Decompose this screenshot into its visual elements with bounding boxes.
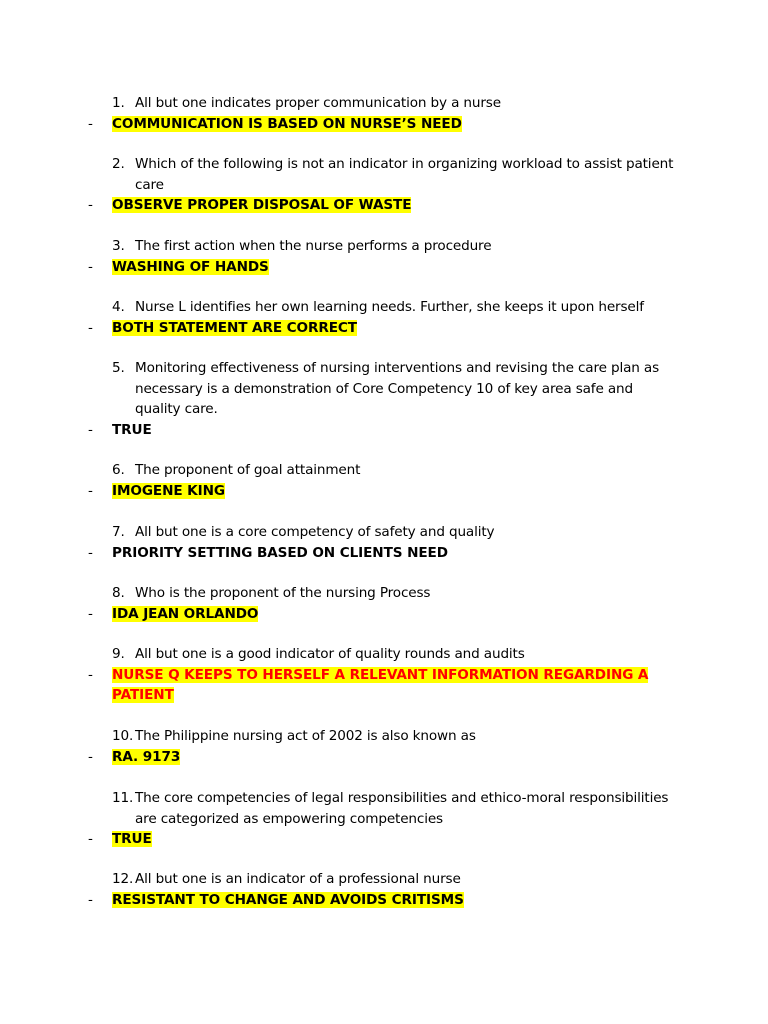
qa-item bbox=[0, 460, 768, 501]
answer bbox=[0, 543, 768, 564]
answer bbox=[0, 257, 768, 278]
answer bbox=[0, 829, 768, 850]
answer-text: OBSERVE PROPER DISPOSAL OF WASTE bbox=[112, 197, 412, 213]
question-number: 4. bbox=[112, 299, 125, 315]
answer-text: NURSE Q KEEPS TO HERSELF A RELEVANT INFORMATION REGARDING A PATIENT bbox=[112, 666, 649, 703]
answer-dash: - bbox=[88, 748, 93, 765]
answer-text: TRUE bbox=[112, 831, 152, 847]
question-number: 12. bbox=[112, 871, 134, 887]
question-text: Monitoring effectiveness of nursing interventions and revising the care plan as necessary is a demonstration of Core Competency 10 of key area safe and quality care. bbox=[135, 360, 660, 417]
question bbox=[112, 869, 680, 890]
question bbox=[112, 644, 680, 665]
answer-dash: - bbox=[88, 197, 93, 213]
question-text: The first action when the nurse performs a procedure bbox=[135, 238, 492, 254]
answer bbox=[0, 665, 768, 706]
question-number: 1. bbox=[112, 95, 125, 111]
answer-text: PRIORITY SETTING BASED ON CLIENTS NEED bbox=[112, 544, 448, 561]
question-text: All but one indicates proper communication by a nurse bbox=[135, 95, 501, 111]
qa-item bbox=[0, 154, 768, 216]
question-text: Which of the following is not an indicator in organizing workload to assist patient care bbox=[135, 156, 674, 193]
question-number: 2. bbox=[112, 156, 125, 172]
answer-dash: - bbox=[88, 666, 93, 683]
answer-text: RESISTANT TO CHANGE AND AVOIDS CRITISMS bbox=[112, 891, 464, 908]
question-number: 6. bbox=[112, 462, 125, 478]
question-number: 9. bbox=[112, 646, 125, 662]
question bbox=[112, 788, 680, 829]
qa-item bbox=[0, 358, 768, 440]
answer bbox=[0, 604, 768, 625]
qa-item bbox=[0, 644, 768, 706]
answer-dash: - bbox=[88, 891, 93, 908]
question bbox=[112, 583, 680, 604]
question bbox=[112, 236, 680, 257]
answer-text: WASHING OF HANDS bbox=[112, 258, 269, 275]
answer bbox=[0, 481, 768, 502]
question-text: The core competencies of legal responsibilities and ethico-moral responsibilities are categorized as empowering competencies bbox=[135, 790, 669, 827]
question-text: Nurse L identifies her own learning needs. Further, she keeps it upon herself bbox=[135, 299, 644, 315]
answer-text: BOTH STATEMENT ARE CORRECT bbox=[112, 319, 357, 336]
answer-text: TRUE bbox=[112, 421, 152, 438]
answer-dash: - bbox=[88, 115, 93, 132]
question-number: 3. bbox=[112, 238, 125, 254]
question-number: 8. bbox=[112, 585, 125, 601]
question-number: 11. bbox=[112, 790, 134, 806]
question bbox=[112, 726, 680, 747]
question-number: 10. bbox=[112, 728, 134, 744]
answer-text: COMMUNICATION IS BASED ON NURSE’S NEED bbox=[112, 115, 462, 132]
qa-item bbox=[0, 93, 768, 134]
qa-item bbox=[0, 788, 768, 850]
answer-dash: - bbox=[88, 482, 93, 499]
answer-dash: - bbox=[88, 831, 93, 847]
answer bbox=[0, 195, 768, 216]
question bbox=[112, 522, 680, 543]
question-text: All but one is a core competency of safety and quality bbox=[135, 524, 495, 540]
answer bbox=[0, 747, 768, 768]
qa-item bbox=[0, 583, 768, 624]
question-text: Who is the proponent of the nursing Process bbox=[135, 585, 431, 601]
answer bbox=[0, 114, 768, 135]
qa-item bbox=[0, 869, 768, 910]
answer-text: IMOGENE KING bbox=[112, 482, 225, 499]
qa-item bbox=[0, 236, 768, 277]
answer-dash: - bbox=[88, 319, 93, 336]
question bbox=[112, 93, 680, 114]
answer bbox=[0, 890, 768, 911]
question bbox=[112, 297, 680, 318]
question bbox=[112, 358, 680, 420]
question-text: All but one is an indicator of a professional nurse bbox=[135, 871, 461, 887]
qa-item bbox=[0, 726, 768, 767]
question-text: All but one is a good indicator of quality rounds and audits bbox=[135, 646, 525, 662]
qa-item bbox=[0, 522, 768, 563]
question bbox=[112, 460, 680, 481]
answer bbox=[0, 420, 768, 441]
answer bbox=[0, 318, 768, 339]
answer-dash: - bbox=[88, 605, 93, 622]
answer-dash: - bbox=[88, 544, 93, 561]
question bbox=[112, 154, 680, 195]
answer-text: IDA JEAN ORLANDO bbox=[112, 605, 259, 622]
qa-item bbox=[0, 297, 768, 338]
answer-dash: - bbox=[88, 421, 93, 438]
answer-dash: - bbox=[88, 258, 93, 275]
question-number: 5. bbox=[112, 360, 125, 376]
answer-text: RA. 9173 bbox=[112, 748, 181, 765]
question-text: The Philippine nursing act of 2002 is also known as bbox=[135, 728, 476, 744]
question-number: 7. bbox=[112, 524, 125, 540]
question-text: The proponent of goal attainment bbox=[135, 462, 361, 478]
